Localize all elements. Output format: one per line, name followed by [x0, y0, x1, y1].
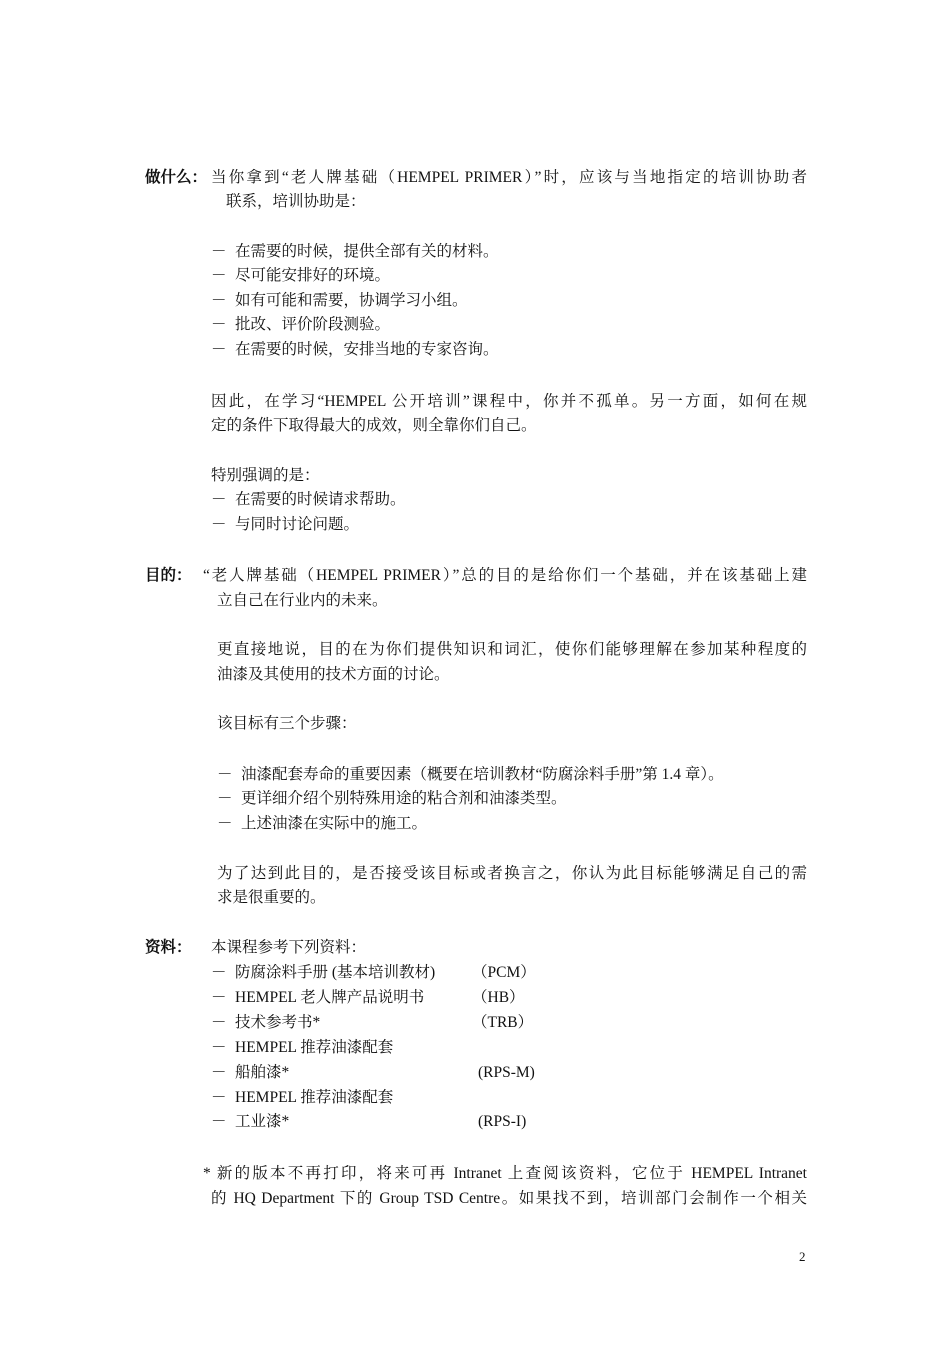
materials-intro: 本课程参考下列资料：	[211, 939, 367, 956]
list-item: － 尽可能安排好的环境。	[211, 267, 391, 284]
section-purpose-line1: “老人牌基础（HEMPEL PRIMER）”总的目的是给你们一个基础，并在该基础上建	[203, 567, 807, 584]
list-item: － 如有可能和需要，协调学习小组。	[211, 292, 468, 309]
material-code: （HB）	[472, 989, 525, 1006]
footnote-line: * 新的版本不再打印，将来可再 Intranet 上查阅该资料，它位于 HEMPEL Intranet	[203, 1165, 807, 1182]
list-item: － 船舶漆*	[211, 1064, 290, 1081]
paragraph-line: 因此，在学习“HEMPEL 公开培训”课程中，你并不孤单。另一方面，如何在规	[211, 393, 807, 410]
footnote-line: 的 HQ Department 下的 Group TSD Centre。如果找不到，培训部门会制作一个相关	[211, 1190, 807, 1207]
section-what-line2: 联系，培训协助是：	[226, 193, 366, 210]
material-code: (RPS-I)	[478, 1113, 527, 1130]
section-materials-label: 资料：	[145, 939, 192, 956]
paragraph-line: 油漆及其使用的技术方面的讨论。	[217, 666, 450, 683]
page-number: 2	[799, 1249, 806, 1264]
list-item: － 在需要的时候，提供全部有关的材料。	[211, 243, 499, 260]
list-item: － 在需要的时候，安排当地的专家咨询。	[211, 341, 499, 358]
paragraph-line: 更直接地说，目的在为你们提供知识和词汇，使你们能够理解在参加某种程度的	[217, 641, 807, 658]
list-item: － 在需要的时候请求帮助。	[211, 491, 406, 508]
emphasis-heading: 特别强调的是：	[211, 467, 320, 484]
section-what-line1: 当你拿到“老人牌基础（HEMPEL PRIMER）”时，应该与当地指定的培训协助者	[211, 169, 807, 186]
list-item: － 批改、评价阶段测验。	[211, 316, 391, 333]
list-item: － 防腐涂料手册 (基本培训教材)	[211, 964, 436, 981]
steps-intro: 该目标有三个步骤：	[217, 715, 357, 732]
material-code: （TRB）	[472, 1014, 534, 1031]
list-item: － 更详细介绍个别特殊用途的粘合剂和油漆类型。	[217, 790, 567, 807]
list-item: － 上述油漆在实际中的施工。	[217, 815, 428, 832]
material-code: （PCM）	[472, 964, 536, 981]
section-purpose-label: 目的：	[145, 567, 192, 584]
list-item: － HEMPEL 推荐油漆配套	[211, 1089, 394, 1106]
section-purpose-line2: 立自己在行业内的未来。	[217, 592, 388, 609]
paragraph-line: 求是很重要的。	[217, 889, 326, 906]
material-code: (RPS-M)	[478, 1064, 535, 1081]
list-item: － 与同时讨论问题。	[211, 516, 360, 533]
section-what-label: 做什么：	[145, 169, 208, 186]
paragraph-line: 为了达到此目的，是否接受该目标或者换言之，你认为此目标能够满足自己的需	[217, 865, 807, 882]
list-item: － 工业漆*	[211, 1113, 290, 1130]
list-item: － HEMPEL 推荐油漆配套	[211, 1039, 394, 1056]
list-item: － 技术参考书*	[211, 1014, 321, 1031]
paragraph-line: 定的条件下取得最大的成效，则全靠你们自己。	[211, 417, 537, 434]
list-item: － 油漆配套寿命的重要因素（概要在培训教材“防腐涂料手册”第 1.4 章）。	[217, 766, 724, 783]
list-item: － HEMPEL 老人牌产品说明书	[211, 989, 425, 1006]
